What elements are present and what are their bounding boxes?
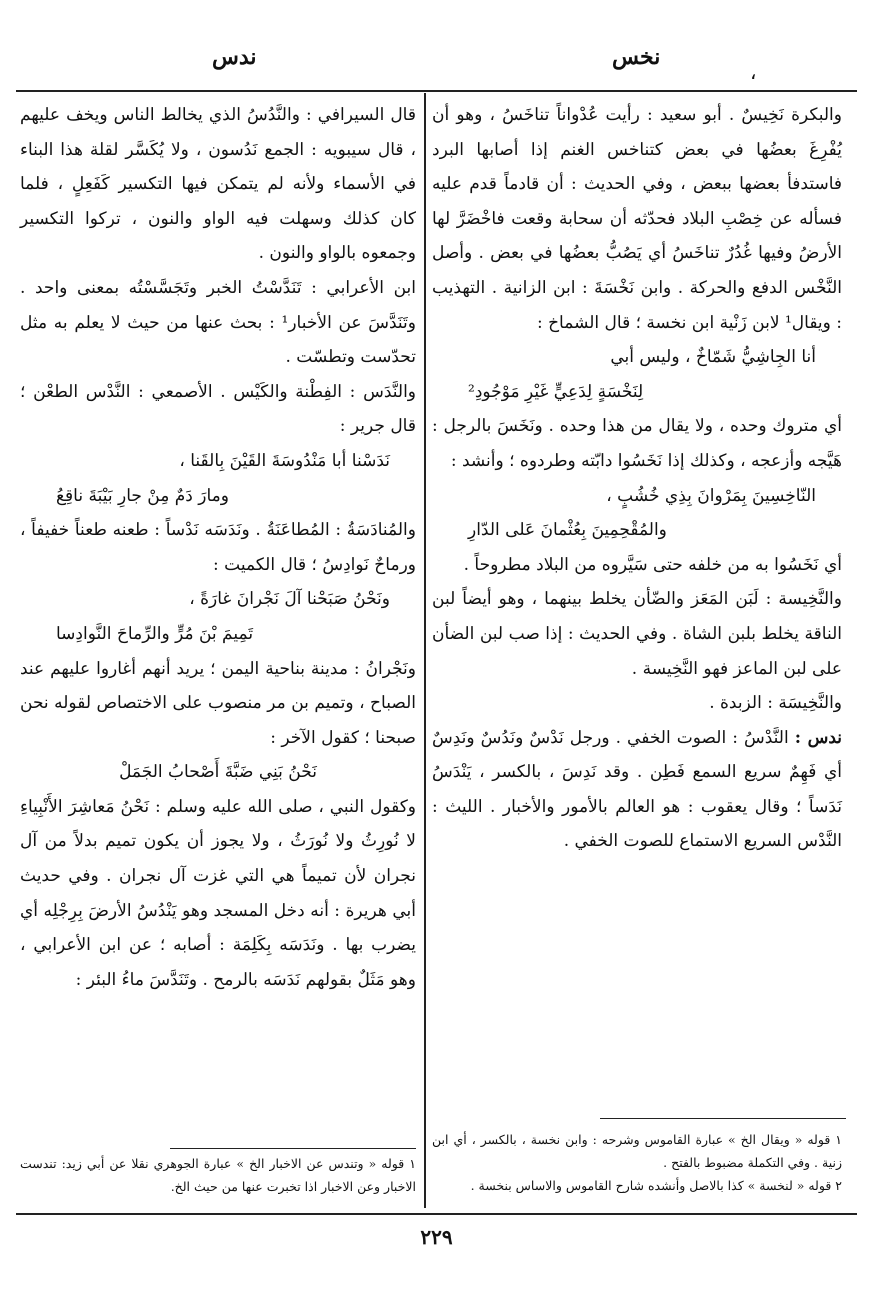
paragraph: أي نَخَسُوا به من خلفه حتى سَيَّروه من البلاد مطروحاً . [463, 554, 842, 575]
paragraph: ابن الأعرابي : تَنَدَّسْتُ الخبر وتَجَسَّسْتُه بمعنى واحد . وتَنَدَّسَ عن الأخبار¹ : بحث عنها من حيث لا يعلم به مثل تحدّست وتطسّت . [20, 277, 416, 368]
footnote: ٢ قوله « لنخسة » كذا بالاصل وأنشده شارح القاموس والاساس بنخسة . [470, 1178, 842, 1193]
verse-line: ونَحْنُ صَبَحْنا آلَ نَجْرانَ غارَةً ، [189, 589, 390, 610]
paragraph: قال السيرافي : والنَّدُسُ الذي يخالط الناس ويخف عليهم ، قال سيبويه : الجمع نَدُسون ، ولا يُكَسَّر لقلة هذا البناء في الأسماء ولأنه لم يتمكن فيها التكسير كَفَعِلٍ ، فلما كان كذلك وسهلت فيه الواو والنون ، تركوا التكسير وجمعوه بالواو والنون . [20, 105, 416, 264]
verse-line: نَحْنُ بَنِي ضَبَّةَ أَصْحابُ الجَمَلْ [119, 762, 317, 783]
footnote-rule [170, 1148, 416, 1149]
verse-line: ومارَ دَمٌ مِنْ جارِ بَيْبَةَ ناقِعُ [56, 485, 229, 506]
verse [20, 582, 416, 651]
paragraph: والنَّخِيسة : لَبَن المَعَز والضّأن يخلط بينهما ، وهو أيضاً لبن الناقة يخلط بلبن الشاة . وفي الحديث : إذا صب لبن الضأن على لبن الماعز فهو النَّخِيسة . [432, 589, 842, 679]
verse-line: أنا الجِاشِيُّ شَمّاخٌ ، وليس أبي [610, 347, 816, 368]
verse [20, 444, 416, 513]
paragraph: والنَّخِيسَة : الزبدة . [709, 693, 842, 714]
column-divider [424, 93, 426, 1208]
footnote-rule [600, 1118, 846, 1119]
header-mark: ، [750, 60, 757, 84]
entry-text: النَّدْسُ : الصوت الخفي . ورجل نَدْسٌ ونَدُسٌ ونَدِسٌ أي فَهِمٌ سريع السمع فَطِن . وقد نَدِسَ ، بالكسر ، يَنْدَسُ نَدَساً ؛ وقال يعقوب : هو العالم بالأمور والأخبار . الليث : النَّدْس السريع الاستماع للصوت الخفي . [432, 727, 842, 852]
verse [432, 479, 842, 548]
paragraph: والنَّدَس : الفِطْنة والكَيْس . الأصمعي : النَّدْس الطعْن ؛ قال جرير : [20, 381, 416, 437]
header-left-headword: ندس [212, 44, 257, 70]
footnote: ١ قوله « ويقال الخ » عبارة القاموس وشرحه : وابن نخسة ، بالكسر ، أي ابن زنية . وفي التكملة مضبوط بالفتح . [432, 1132, 842, 1170]
paragraph: والمُنادَسَةُ : المُطاعَنَةُ . ونَدَسَه نَدْساً : طعنه طعناً خفيفاً ، ورماحٌ نَوادِسُ ؛ قال الكميت : [20, 520, 416, 575]
entry-paragraph [432, 721, 842, 859]
header-right-headword: نخس [612, 44, 661, 70]
header-rule [16, 90, 857, 92]
paragraph: ونَجْرانُ : مدينة بناحية اليمن ؛ يريد أنهم أغاروا عليهم عند الصباح ، وتميم بن مر منصوب على الاختصاص لقوله نحن صبحنا ؛ كقول الآخر : [20, 658, 416, 748]
paragraph: والبكرة نَخِيسٌ . أبو سعيد : رأيت عُدْواناً تناخَسُ ، وهو أن يُفْرِغَ بعضُها في بعض كتناخس الغنم إذا أصابها البرد فاستدفأ بعضها ببعض ، وفي الحديث : أن قادماً قدم عليه فسأله عن خِصْبِ البلاد فحدّثه أن سحابة وقعت فاخْضَرَّ لها الأرضُ وفيها غُدُرٌ تناخَسُ أي يَصُبُّ بعضُها في بعض . وأصل النَّخْس الدفع والحركة . وابن نَخْسَةَ : ابن الزانية . التهذيب : ويقال¹ لابن زَنْية ابن نخسة ؛ قال الشماخ : [432, 105, 842, 333]
entry-headword: ندس : [794, 727, 842, 748]
footnotes-left [20, 1152, 416, 1198]
paragraph: وكقول النبي ، صلى الله عليه وسلم : نَحْنُ مَعاشِرَ الأَنْبِياءِ لا نُورِثُ ولا نُورَثُ ، ولا يجوز أن يكون تميم بدلاً من آل نجران لأن تميماً هي التي غزت آل نجران . وفي حديث أبي هريرة : أنه دخل المسجد وهو يَنْدُسُ الأرضَ بِرِجْلِه أي يضرب بها . ونَدَسَه بِكَلِمَة : أصابه ؛ عن ابن الأعرابي ، وهو مَثَلٌ بقولهم نَدَسَه بالرمح . وتَنَدَّسَ ماءُ البئر : [20, 796, 416, 990]
verse-line: نَدَسْنا أبا مَنْدُوسَةَ القَيْنَ بِالقَنا ، [179, 450, 390, 471]
page-number: ٢٢٩ [420, 1225, 453, 1249]
right-column [432, 98, 842, 859]
footnote: ١ قوله « وتندس عن الاخبار الخ » عبارة الجوهري نقلا عن أبي زيد: تندست الاخبار وعن الاخبار اذا تخبرت عنها من حيث الخ. [20, 1156, 416, 1194]
footnotes-right [432, 1128, 842, 1197]
verse [432, 340, 842, 409]
verse-line: تَمِيمَ بْنَ مُرٍّ والرِّماحَ النَّوادِسا [56, 623, 254, 644]
verse-line: لِنَخْسَةٍ لِدَعِيٍّ غَيْرِ مَوْجُودِ² [468, 381, 644, 402]
verse [20, 755, 416, 790]
paragraph: أي متروك وحده ، ولا يقال من هذا وحده . ونَخَسَ بالرجل : هَيَّجه وأزعجه ، وكذلك إذا نَخَسُوا دابّته وطردوه ؛ وأنشد : [432, 416, 842, 471]
footer-rule [16, 1213, 857, 1215]
verse-line: والمُقْحِمِينَ بِعُثْمانَ عَلى الدّارِ [468, 520, 667, 541]
left-column [20, 98, 416, 997]
verse-line: النّاخِسِينَ بِمَرْوانَ بِذِي خُشُبٍ ، [606, 485, 816, 506]
